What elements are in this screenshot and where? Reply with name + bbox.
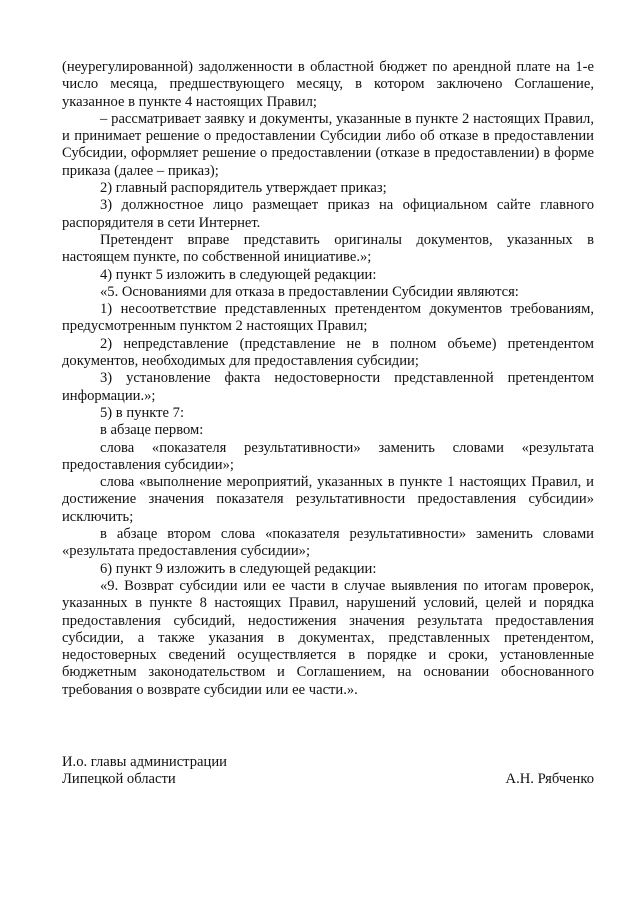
paragraph: «9. Возврат субсидии или ее части в случае выявления по итогам проверок, указанных в пункте 8 настоящих Правил, нарушений условий, целей и порядка предоставления субсидий, недостижения значения результата предоставления субсидии, а также указания в документах, представленных претендентом, недостоверных сведений осуществляется в порядке и сроки, установленные бюджетным законодательством и Соглашением, на основании обоснованного требования о возврате субсидии или ее части.». bbox=[62, 577, 594, 698]
paragraph: в абзаце первом: bbox=[100, 422, 204, 439]
signature-position-line2: Липецкой области bbox=[62, 771, 176, 788]
signatory-name: А.Н. Рябченко bbox=[505, 771, 594, 788]
paragraph: 3) установление факта недостоверности представленной претендентом информации.»; bbox=[62, 370, 594, 404]
paragraph: 6) пункт 9 изложить в следующей редакции: bbox=[100, 560, 377, 577]
paragraph: 3) должностное лицо размещает приказ на официальном сайте главного распорядителя в сети Интернет. bbox=[62, 197, 594, 231]
paragraph: 2) главный распорядитель утверждает приказ; bbox=[100, 180, 387, 197]
paragraph: в абзаце втором слова «показателя результативности» заменить словами «результата предоставления субсидии»; bbox=[62, 526, 594, 560]
paragraph: слова «выполнение мероприятий, указанных в пункте 1 настоящих Правил, и достижение значения показателя результативности предоставления субсидии» исключить; bbox=[62, 474, 594, 525]
paragraph: 4) пункт 5 изложить в следующей редакции: bbox=[100, 266, 377, 283]
signature-block bbox=[62, 754, 594, 789]
paragraph: 2) непредставление (представление не в полном объеме) претендентом документов, необходимых для предоставления субсидии; bbox=[62, 335, 594, 370]
paragraph: Претендент вправе представить оригиналы документов, указанных в настоящем пункте, по собственной инициативе.»; bbox=[62, 231, 594, 266]
signature-position-line1: И.о. главы администрации bbox=[62, 754, 227, 770]
paragraph: (неурегулированной) задолженности в областной бюджет по арендной плате на 1-е число месяца, предшествующего месяцу, в котором заключено Соглашение, указанное в пункте 4 настоящих Правил; bbox=[62, 59, 594, 110]
paragraph: – рассматривает заявку и документы, указанные в пункте 2 настоящих Правил, и принимает решение о предоставлении Субсидии либо об отказе в предоставлении Субсидии, оформляет решение о предоставлении (отказе в предоставлении) в форме приказа (далее – приказ); bbox=[62, 110, 594, 179]
paragraph: 5) в пункте 7: bbox=[100, 404, 185, 421]
paragraph: «5. Основаниями для отказа в предоставлении Субсидии являются: bbox=[100, 283, 519, 300]
paragraph: 1) несоответствие представленных претендентом документов требованиям, предусмотренным пунктом 2 настоящих Правил; bbox=[62, 301, 594, 335]
paragraph: слова «показателя результативности» заменить словами «результата предоставления субсидии»; bbox=[62, 439, 594, 473]
document-body bbox=[62, 59, 594, 699]
